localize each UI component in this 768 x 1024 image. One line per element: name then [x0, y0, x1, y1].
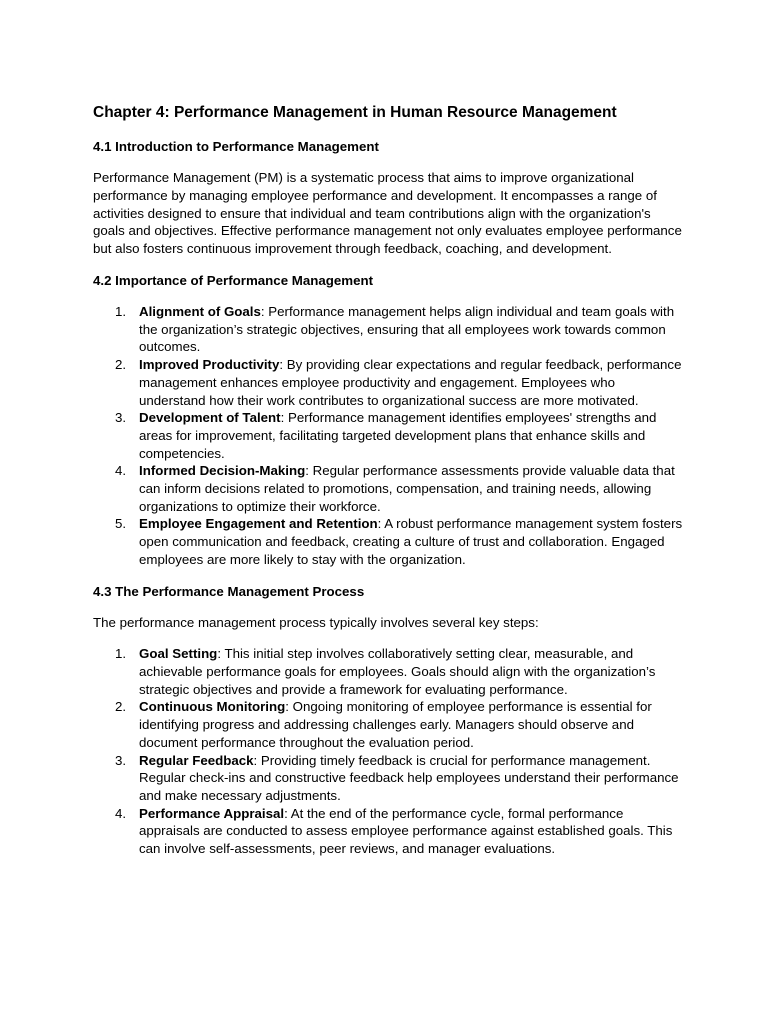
- list-term: Employee Engagement and Retention: [139, 516, 378, 532]
- list-item: [93, 698, 683, 751]
- process-list: [93, 645, 683, 857]
- section-heading-4-2: 4.2 Importance of Performance Management: [93, 272, 374, 288]
- importance-list: [93, 303, 683, 569]
- document-page: [93, 103, 683, 858]
- list-item: [93, 645, 683, 698]
- list-text: : Ongoing monitoring of employee performance is essential for identifying progress and addressing challenges early. Managers should observe and document performance throughout the evaluation period.: [139, 699, 652, 750]
- process-intro: The performance management process typically involves several key steps:: [93, 614, 539, 630]
- list-number: 4.: [115, 805, 127, 821]
- list-number: 4.: [115, 463, 127, 479]
- list-text: : Performance management helps align individual and team goals with the organization’s strategic objectives, ensuring that all employees work towards common outcomes.: [139, 303, 675, 355]
- list-term: Regular Feedback: [139, 752, 254, 768]
- list-number: 1.: [115, 303, 127, 319]
- list-text: : At the end of the performance cycle, formal performance appraisals are conducted to assess employee performance against established goals. This can involve self-assessments, peer reviews, and manager evaluations.: [139, 805, 673, 857]
- list-number: 3.: [115, 752, 127, 768]
- list-item: [93, 356, 683, 409]
- list-text: : Performance management identifies employees' strengths and areas for improvement, facilitating targeted development plans that enhance skills and competencies.: [139, 410, 657, 461]
- list-item: [93, 805, 683, 858]
- intro-paragraph: Performance Management (PM) is a systematic process that aims to improve organizational performance by managing employee performance and development. It encompasses a range of activities designed to ensure that individual and team contributions align with the organization's goals and objectives. Effective performance management not only evaluates employee performance but also fosters continuous improvement through feedback, coaching, and development.: [93, 170, 682, 257]
- chapter-title: Chapter 4: Performance Management in Human Resource Management: [93, 104, 617, 121]
- list-number: 2.: [115, 357, 127, 373]
- list-text: : Providing timely feedback is crucial for performance management. Regular check-ins and constructive feedback help employees understand their performance and make necessary adjustments.: [139, 752, 679, 803]
- list-term: Development of Talent: [139, 410, 281, 426]
- list-item: [93, 409, 683, 462]
- list-text: : This initial step involves collaboratively setting clear, measurable, and achievable performance goals for employees. Goals should align with the organization’s strategic objectives and provide a framework for evaluating performance.: [139, 646, 656, 697]
- list-item: [93, 515, 683, 568]
- list-term: Continuous Monitoring: [139, 699, 286, 715]
- list-number: 5.: [115, 516, 127, 532]
- list-number: 2.: [115, 699, 127, 715]
- list-term: Goal Setting: [139, 646, 218, 662]
- section-heading-4-3: 4.3 The Performance Management Process: [93, 583, 365, 599]
- list-number: 1.: [115, 646, 127, 662]
- section-heading-4-1: 4.1 Introduction to Performance Management: [93, 139, 379, 154]
- list-item: [93, 752, 683, 805]
- list-term: Alignment of Goals: [139, 303, 261, 319]
- list-number: 3.: [115, 410, 127, 426]
- list-item: [93, 462, 683, 515]
- list-term: Performance Appraisal: [139, 805, 285, 821]
- list-text: : Regular performance assessments provide valuable data that can inform decisions related to promotions, compensation, and training needs, allowing organizations to optimize their workforce.: [139, 463, 675, 514]
- list-item: [93, 303, 683, 356]
- list-text: : A robust performance management system fosters open communication and feedback, creating a culture of trust and collaboration. Engaged employees are more likely to stay with the organization.: [139, 516, 683, 567]
- list-term: Improved Productivity: [139, 357, 280, 373]
- list-text: : By providing clear expectations and regular feedback, performance management enhances employee productivity and engagement. Employees who understand how their work contributes to organizational success are more motivated.: [139, 357, 682, 408]
- list-term: Informed Decision-Making: [139, 463, 306, 479]
